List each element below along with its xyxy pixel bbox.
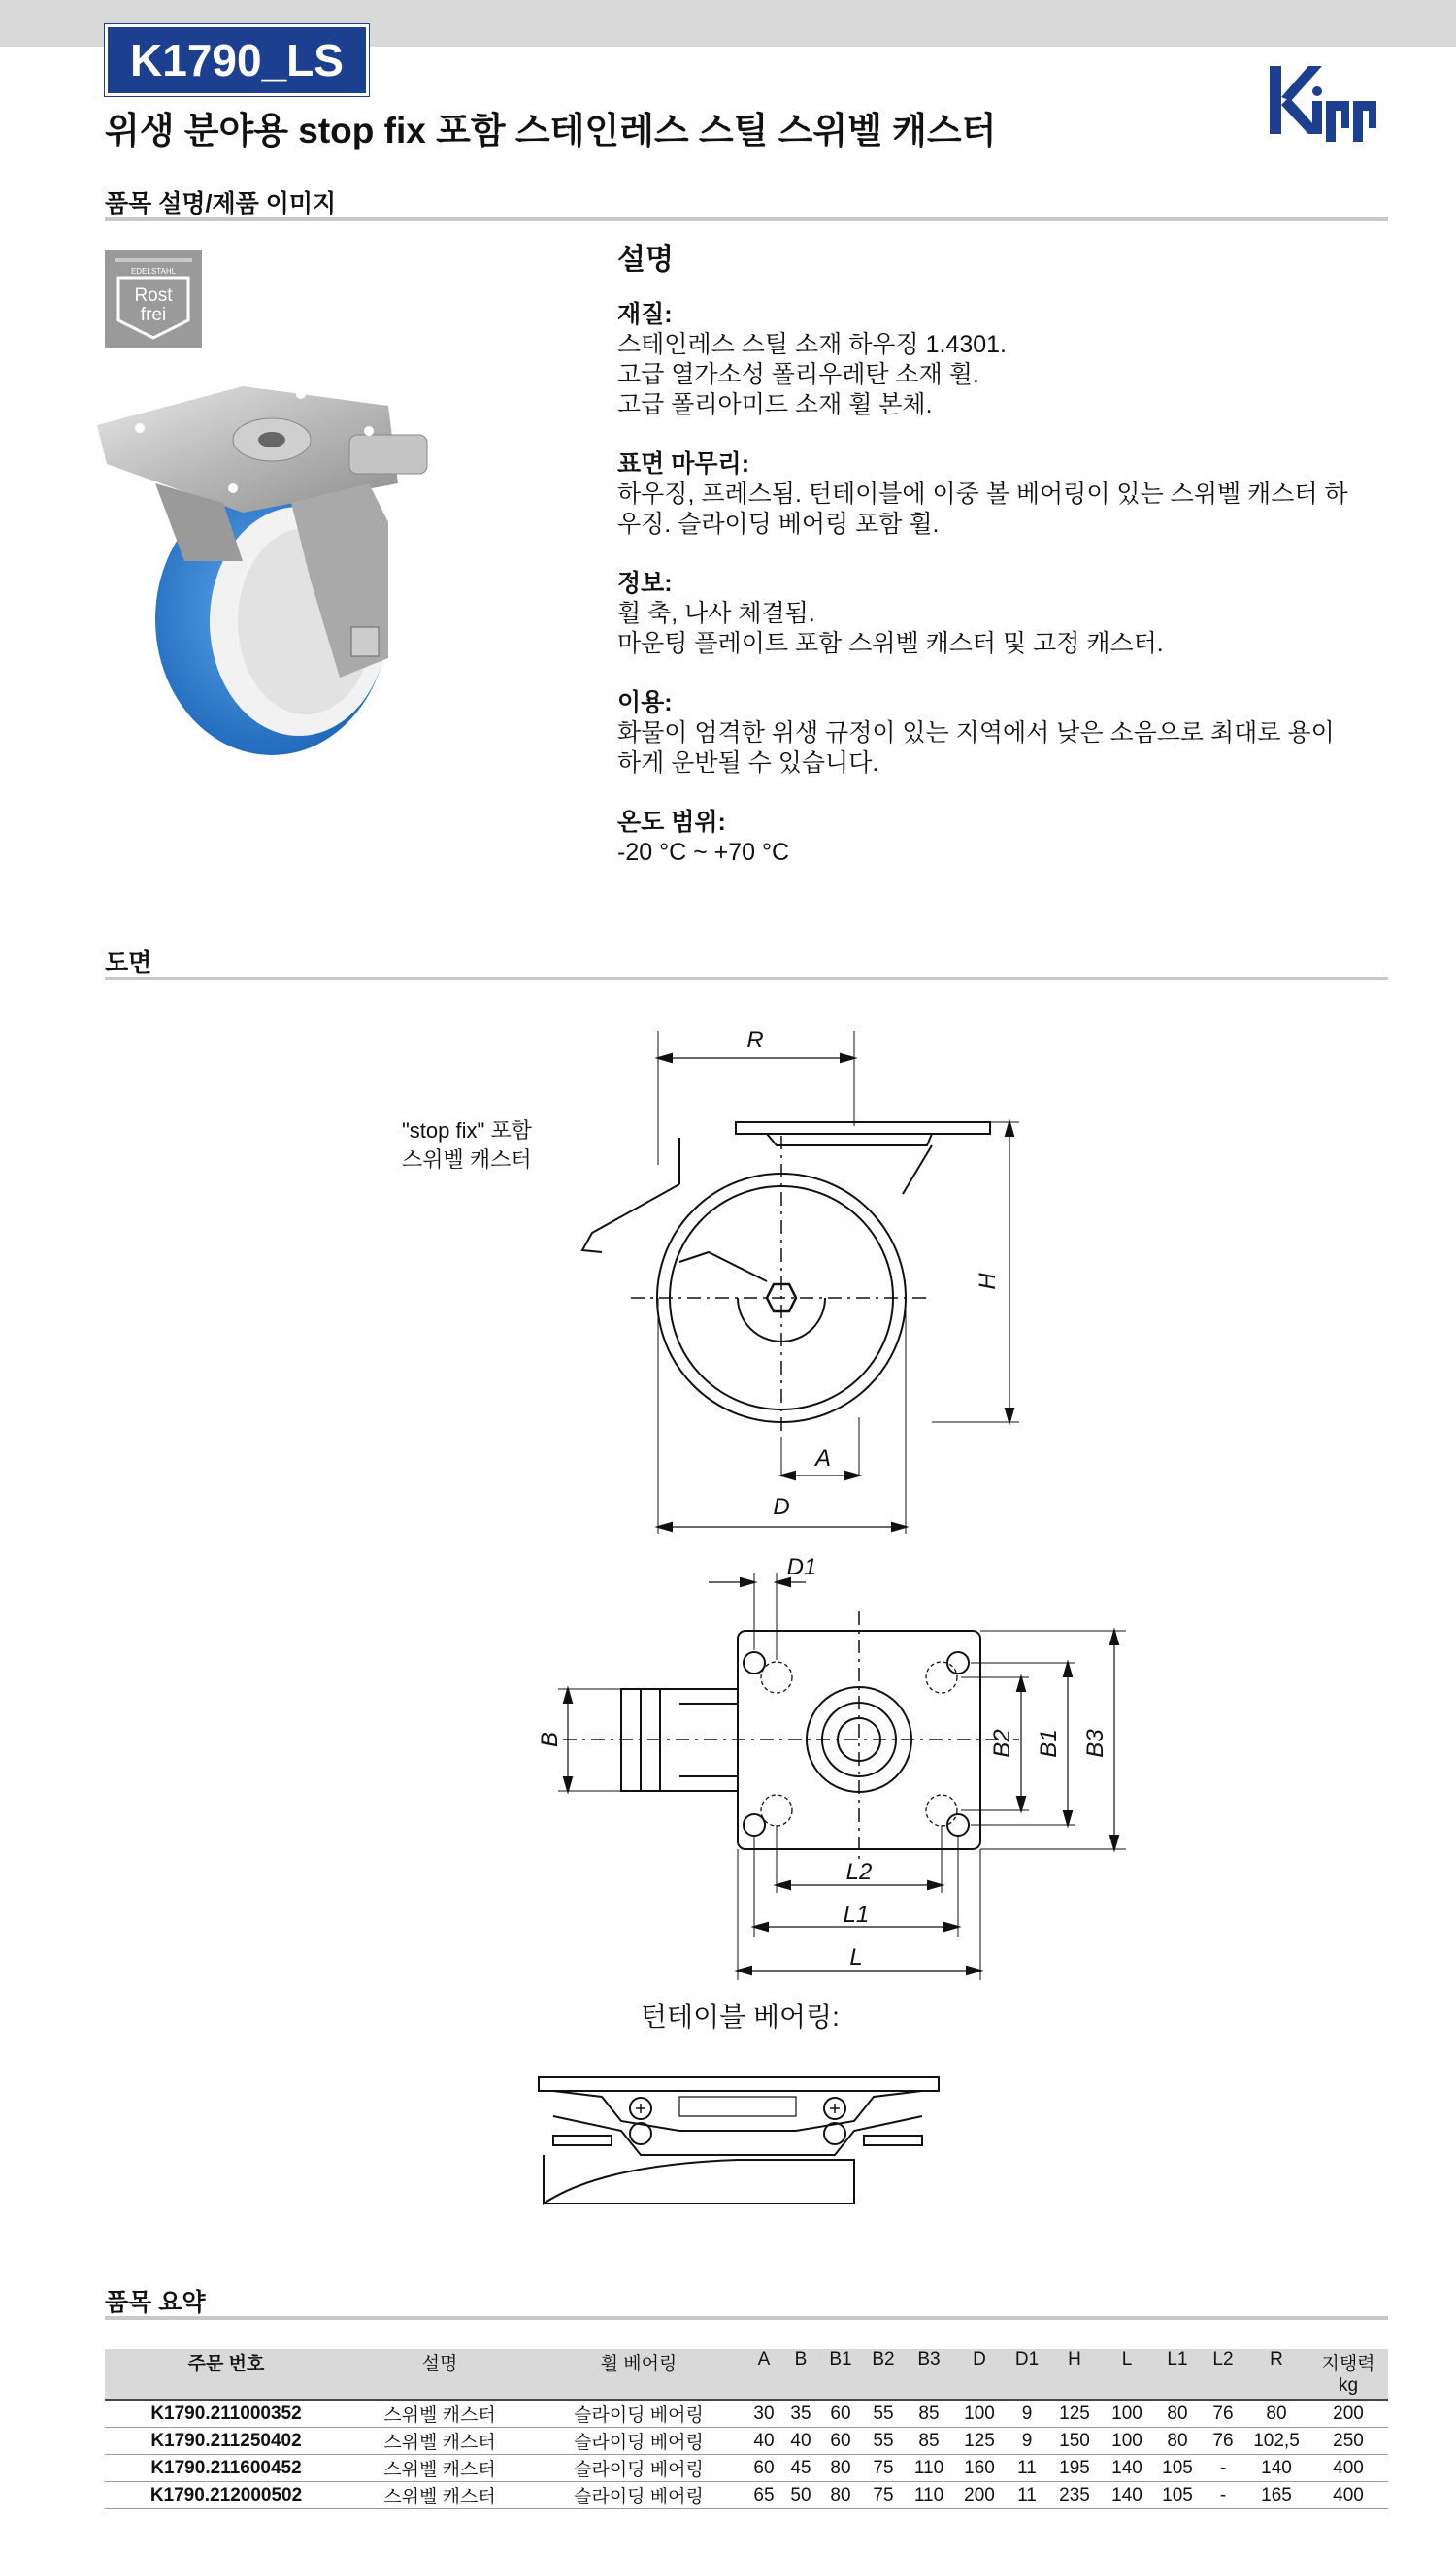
table-cell: 195 [1048, 2455, 1101, 2482]
badge-line2: Rost [134, 285, 173, 306]
dim-label-H: H [975, 1273, 1001, 1290]
col-header: L1 [1153, 2349, 1202, 2375]
col-header: B1 [819, 2349, 862, 2375]
table-cell: - [1202, 2482, 1244, 2509]
dim-label-L1: L1 [843, 1902, 870, 1928]
order-number-cell: K1790.211000352 [105, 2400, 347, 2428]
product-photo [97, 367, 544, 755]
desc-line: 우징. 슬라이딩 베어링 포함 휠. [617, 511, 940, 538]
table-cell: 50 [782, 2482, 819, 2509]
desc-label: 재질: [617, 301, 673, 328]
table-cell: 105 [1153, 2482, 1202, 2509]
section-rule [105, 977, 1388, 980]
bearing-title: 턴테이블 베어링: [641, 2002, 840, 2032]
table-cell: 80 [1244, 2400, 1308, 2428]
table-cell: 165 [1244, 2482, 1308, 2509]
col-header: B3 [905, 2349, 953, 2375]
table-cell: 105 [1153, 2455, 1202, 2482]
table-cell: 슬라이딩 베어링 [532, 2482, 745, 2509]
technical-drawing [0, 990, 1456, 2223]
col-header: L [1101, 2349, 1153, 2375]
desc-label: 온도 범위: [617, 809, 726, 836]
dim-label-B1: B1 [1036, 1729, 1062, 1758]
table-cell: 125 [1048, 2400, 1101, 2428]
table-cell: - [1202, 2455, 1244, 2482]
table-cell: 85 [905, 2400, 953, 2428]
table-cell: 85 [905, 2428, 953, 2455]
rost-frei-badge [105, 250, 202, 348]
table-cell: 스위벨 캐스터 [347, 2482, 532, 2509]
table-cell: 스위벨 캐스터 [347, 2400, 532, 2428]
desc-line: 고급 열가소성 폴리우레탄 소재 휠. [617, 361, 979, 388]
col-header: B2 [862, 2349, 905, 2375]
dim-label-D1: D1 [786, 1554, 817, 1580]
col-header: R [1244, 2349, 1308, 2375]
table-cell: 160 [953, 2455, 1006, 2482]
table-unit-row [105, 2375, 1388, 2400]
description-heading: 설명 [617, 244, 674, 276]
table-cell: 80 [819, 2482, 862, 2509]
table-cell: 슬라이딩 베어링 [532, 2400, 745, 2428]
top-view [537, 1554, 1126, 1980]
table-cell: 80 [1153, 2400, 1202, 2428]
kipp-logo [1262, 58, 1388, 148]
section-rule [105, 217, 1388, 221]
table-cell: 75 [862, 2482, 905, 2509]
table-cell: 9 [1006, 2400, 1048, 2428]
table-row [105, 2400, 1388, 2428]
table-row [105, 2455, 1388, 2482]
table-cell: 125 [953, 2428, 1006, 2455]
table-cell: 스위벨 캐스터 [347, 2428, 532, 2455]
desc-label: 표면 마무리: [617, 450, 750, 478]
col-header: D [953, 2349, 1006, 2375]
table-cell: 40 [745, 2428, 782, 2455]
dim-label-A: A [814, 1445, 832, 1472]
note-line: "stop fix" 포함 [402, 1118, 532, 1143]
dim-label-B3: B3 [1082, 1729, 1109, 1758]
table-cell: 75 [862, 2455, 905, 2482]
table-cell: 100 [1101, 2400, 1153, 2428]
table-cell: 140 [1101, 2455, 1153, 2482]
table-cell: 140 [1101, 2482, 1153, 2509]
product-code-badge: K1790_LS [105, 24, 369, 96]
table-cell: 35 [782, 2400, 819, 2428]
desc-block-surface [617, 449, 1384, 540]
table-cell: 55 [862, 2400, 905, 2428]
table-cell: 235 [1048, 2482, 1101, 2509]
table-cell: 76 [1202, 2428, 1244, 2455]
table-cell: 110 [905, 2455, 953, 2482]
badge-line1: EDELSTAHL [130, 267, 177, 276]
table-cell: 110 [905, 2482, 953, 2509]
order-number-cell: K1790.211250402 [105, 2428, 347, 2455]
table-cell: 100 [1101, 2428, 1153, 2455]
table-cell: 11 [1006, 2482, 1048, 2509]
section-heading-drawing: 도면 [105, 949, 152, 977]
table-cell: 80 [1153, 2428, 1202, 2455]
side-view [582, 1027, 1019, 1534]
col-header: D1 [1006, 2349, 1048, 2375]
desc-line: 하게 운반될 수 있습니다. [617, 749, 879, 777]
table-cell: 102,5 [1244, 2428, 1308, 2455]
section-heading-description: 품목 설명/제품 이미지 [105, 190, 337, 217]
order-number-cell: K1790.211600452 [105, 2455, 347, 2482]
table-cell: 9 [1006, 2428, 1048, 2455]
desc-line: 고급 폴리아미드 소재 휠 본체. [617, 391, 933, 418]
desc-block-material [617, 300, 1384, 420]
dim-label-L: L [849, 1944, 863, 1971]
desc-line: 스테인레스 스틸 소재 하우징 1.4301. [617, 331, 1007, 358]
dim-label-B: B [537, 1731, 563, 1748]
table-cell: 60 [819, 2428, 862, 2455]
table-cell: 100 [953, 2400, 1006, 2428]
table-cell: 60 [819, 2400, 862, 2428]
table-cell: 55 [862, 2428, 905, 2455]
table-cell: 76 [1202, 2400, 1244, 2428]
summary-table [105, 2349, 1388, 2509]
table-cell: 150 [1048, 2428, 1101, 2455]
description-panel [617, 245, 1384, 897]
desc-label: 정보: [617, 570, 673, 597]
table-cell: 250 [1308, 2428, 1388, 2455]
table-cell: 40 [782, 2428, 819, 2455]
col-header: 지탱력 [1308, 2349, 1388, 2375]
desc-line: 하우징, 프레스됨. 턴테이블에 이중 볼 베어링이 있는 스위벨 캐스터 하 [617, 481, 1348, 508]
table-cell: 80 [819, 2455, 862, 2482]
table-cell: 65 [745, 2482, 782, 2509]
unit-label: kg [1308, 2375, 1388, 2400]
col-header: 휠 베어링 [532, 2349, 745, 2375]
desc-block-info [617, 569, 1384, 659]
table-cell: 30 [745, 2400, 782, 2428]
table-cell: 슬라이딩 베어링 [532, 2428, 745, 2455]
col-header: A [745, 2349, 782, 2375]
col-header: H [1048, 2349, 1101, 2375]
table-cell: 200 [953, 2482, 1006, 2509]
desc-block-temperature [617, 808, 1384, 868]
desc-line: -20 °C ~ +70 °C [617, 839, 790, 866]
dim-label-R: R [746, 1027, 764, 1053]
dim-label-B2: B2 [989, 1729, 1015, 1758]
desc-block-usage [617, 688, 1384, 779]
table-row [105, 2428, 1388, 2455]
table-cell: 슬라이딩 베어링 [532, 2455, 745, 2482]
col-header: 설명 [347, 2349, 532, 2375]
turntable-bearing-section [539, 2077, 939, 2204]
table-cell: 400 [1308, 2455, 1388, 2482]
page-title: 위생 분야용 stop fix 포함 스테인레스 스틸 스위벨 캐스터 [105, 111, 997, 150]
table-cell: 11 [1006, 2455, 1048, 2482]
dim-label-L2: L2 [845, 1859, 873, 1885]
desc-line: 휠 축, 나사 체결됨. [617, 600, 815, 627]
desc-line: 마운팅 플레이트 포함 스위벨 캐스터 및 고정 캐스터. [617, 630, 1164, 657]
table-cell: 60 [745, 2455, 782, 2482]
dim-label-D: D [773, 1494, 790, 1520]
logo-text: Kipp [1272, 145, 1276, 147]
desc-line: 화물이 엄격한 위생 규정이 있는 지역에서 낮은 소음으로 최대로 용이 [617, 719, 1335, 746]
note-line: 스위벨 캐스터 [402, 1147, 532, 1172]
desc-label: 이용: [617, 689, 673, 716]
table-row [105, 2482, 1388, 2509]
col-header: L2 [1202, 2349, 1244, 2375]
table-cell: 스위벨 캐스터 [347, 2455, 532, 2482]
table-cell: 140 [1244, 2455, 1308, 2482]
table-cell: 200 [1308, 2400, 1388, 2428]
table-cell: 400 [1308, 2482, 1388, 2509]
section-rule [105, 2316, 1388, 2320]
badge-line3: frei [140, 305, 167, 325]
table-cell: 45 [782, 2455, 819, 2482]
table-header-row [105, 2349, 1388, 2375]
section-heading-summary: 품목 요약 [105, 2289, 206, 2316]
col-header: 주문 번호 [105, 2349, 347, 2375]
order-number-cell: K1790.212000502 [105, 2482, 347, 2509]
col-header: B [782, 2349, 819, 2375]
